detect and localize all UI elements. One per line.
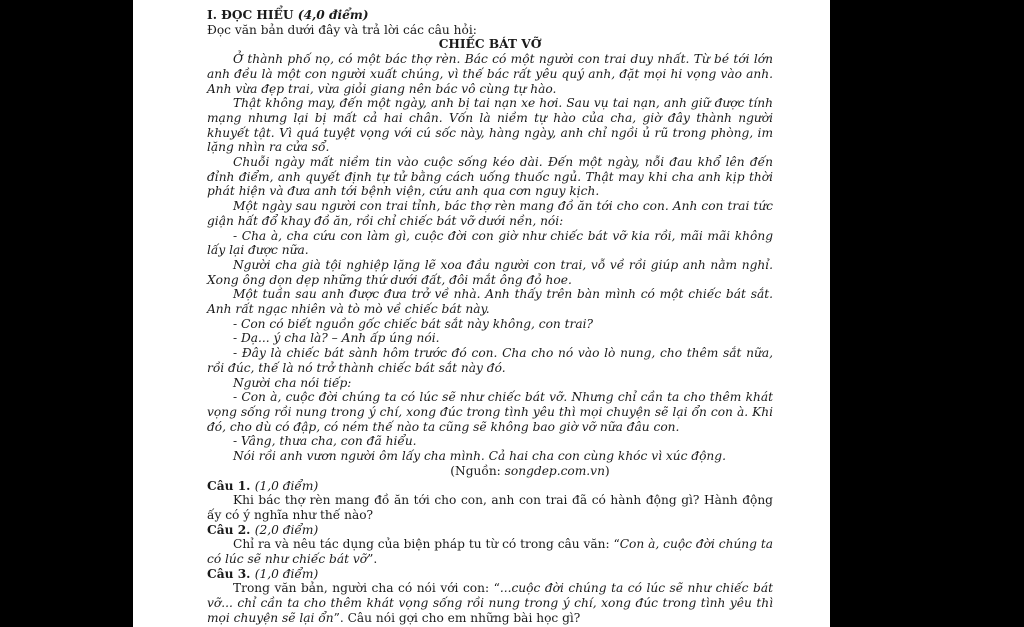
question-2-label: Câu 2. [207, 522, 251, 537]
section-title: I. ĐỌC HIỂU [207, 8, 294, 22]
question-2-text-before: Chỉ ra và nêu tác dụng của biện pháp tu từ có trong câu văn: “ [233, 537, 620, 552]
story-paragraph: Ở thành phố nọ, có một bác thợ rèn. Bác có một người con trai duy nhất. Từ bé tới lớn anh đều là một con người xuất chúng, vì thế bác rất yêu quý anh, đặt mọi hi vọng vào anh. Anh vừa đẹp trai, vừa giỏi giang nên bác vô cùng tự hào. [207, 52, 773, 96]
question-1-heading [207, 479, 773, 494]
story-paragraph: - Dạ... ý cha là? – Anh ấp úng nói. [233, 331, 440, 346]
question-2-points: (2,0 điểm) [254, 522, 319, 537]
story-source [207, 464, 773, 479]
story-paragraph: Chuỗi ngày mất niềm tin vào cuộc sống kéo dài. Đến một ngày, nỗi đau khổ lên đến đỉnh điểm, anh quyết định tự tử bằng cách uống thuốc ngủ. Thật may khi cha anh kịp thời phát hiện và đưa anh tới bệnh viện, cứu anh qua cơn nguy kịch. [207, 155, 773, 199]
story-paragraph: - Con có biết nguồn gốc chiếc bát sắt này không, con trai? [233, 316, 594, 331]
section-score: (4,0 điểm) [297, 8, 369, 22]
story-body [207, 52, 773, 464]
story-paragraph: Thật không may, đến một ngày, anh bị tai nạn xe hơi. Sau vụ tai nạn, anh giữ được tính mạng nhưng lại bị mất cả hai chân. Vốn là niềm tự hào của cha, giờ đây thành người khuyết tật. Vì quá tuyệt vọng với cú sốc này, hàng ngày, anh chỉ ngồi ủ rũ trong phòng, im lặng nhìn ra cửa sổ. [207, 96, 773, 155]
question-1-text: Khi bác thợ rèn mang đồ ăn tới cho con, anh con trai đã có hành động gì? Hành động ấy có ý nghĩa như thế nào? [207, 493, 773, 522]
document-page [133, 0, 830, 627]
question-3-quote: ...cuộc đời chúng ta có lúc sẽ như chiếc bát vỡ... chỉ cần ta cho thêm khát vọng sống rồi nung trong ý chí, xong đúc trong tình yêu thì mọi chuyện sẽ lại ổn [207, 581, 773, 625]
source-name: songdep.com.vn [504, 463, 605, 478]
question-3-text-after: ”. Câu nói gợi cho em những bài học gì? [333, 610, 581, 625]
story-paragraph: - Con à, cuộc đời chúng ta có lúc sẽ như chiếc bát vỡ. Nhưng chỉ cần ta cho thêm khát vọng sống rồi nung trong ý chí, xong đúc trong tình yêu thì mọi chuyện sẽ lại ổn con à. Khi đó, cho dù có đập, có ném thế nào ta cũng sẽ không bao giờ vỡ nữa đâu con. [207, 390, 773, 434]
story-title: CHIẾC BÁT VỠ [438, 37, 542, 52]
story-paragraph: - Đây là chiếc bát sành hôm trước đó con. Cha cho nó vào lò nung, cho thêm sắt nữa, rồi đúc, thế là nó trở thành chiếc bát sắt này đó. [207, 346, 773, 375]
document-content [207, 8, 773, 626]
question-3-text-before: Trong văn bản, người cha có nói với con: “ [233, 581, 500, 596]
question-1-label: Câu 1. [207, 478, 251, 493]
story-paragraph: Người cha già tội nghiệp lặng lẽ xoa đầu người con trai, vỗ về rồi giúp anh nằm nghỉ. Xong ông dọn dẹp những thứ dưới đất, đôi mắt ông đỏ hoe. [207, 257, 773, 287]
story-paragraph: - Cha à, cha cứu con làm gì, cuộc đời con giờ như chiếc bát vỡ kia rồi, mãi mãi không lấy lại được nữa. [207, 228, 773, 258]
source-label: (Nguồn: [450, 463, 505, 478]
question-2-text-after: ”. [367, 552, 378, 567]
source-close: ) [604, 463, 610, 478]
story-paragraph: - Vâng, thưa cha, con đã hiểu. [233, 434, 417, 449]
question-2-heading [207, 523, 773, 538]
question-1-points: (1,0 điểm) [254, 478, 319, 493]
question-3-points: (1,0 điểm) [254, 566, 319, 581]
section-instruction: Đọc văn bản dưới đây và trả lời các câu hỏi: [207, 22, 477, 37]
story-paragraph: Nói rồi anh vươn người ôm lấy cha mình. Cả hai cha con cùng khóc vì xúc động. [233, 449, 726, 464]
story-paragraph: Một tuần sau anh được đưa trở về nhà. Anh thấy trên bàn mình có một chiếc bát sắt. Anh rất ngạc nhiên và tò mò về chiếc bát này. [207, 287, 773, 317]
story-paragraph: Một ngày sau người con trai tỉnh, bác thợ rèn mang đồ ăn tới cho con. Anh con trai tức giận hất đổ khay đồ ăn, rồi chỉ chiếc bát vỡ dưới nền, nói: [207, 199, 773, 228]
question-3-text [207, 581, 773, 625]
question-2-quote: Con à, cuộc đời chúng ta có lúc sẽ như chiếc bát vỡ [207, 537, 773, 567]
question-2-text [207, 537, 773, 566]
story-paragraph: Người cha nói tiếp: [233, 375, 352, 390]
section-heading [207, 8, 773, 23]
question-3-label: Câu 3. [207, 566, 251, 581]
question-3-heading [207, 567, 773, 582]
